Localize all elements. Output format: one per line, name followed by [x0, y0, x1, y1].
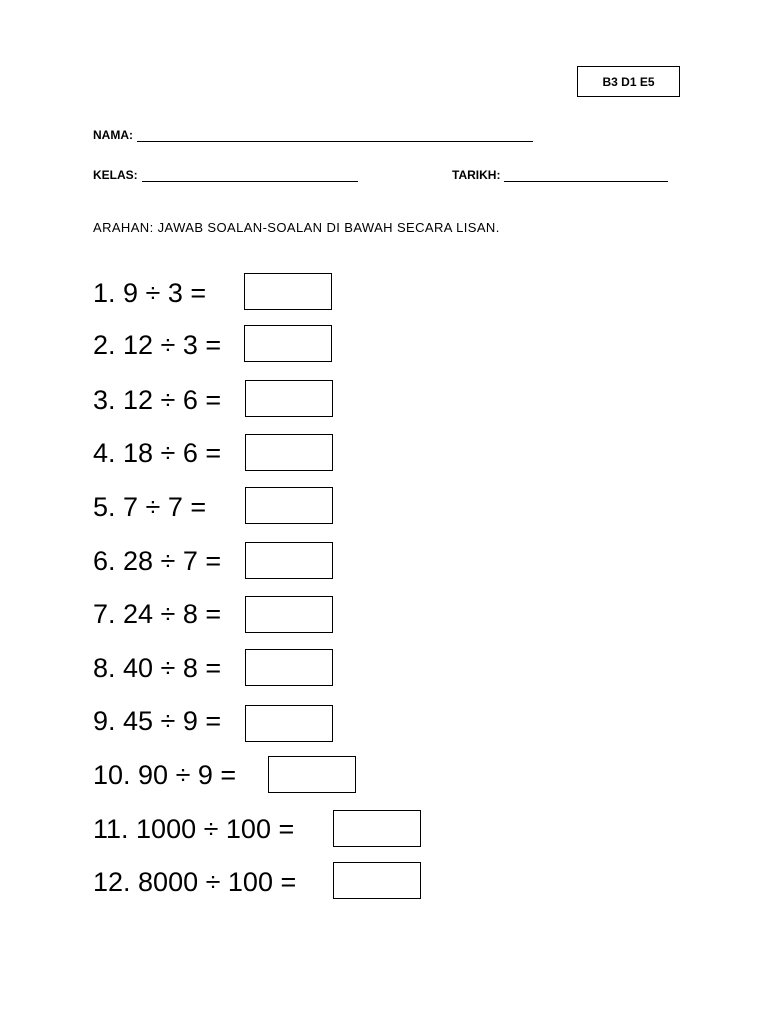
- question-6: 6. 28 ÷ 7 =: [93, 546, 222, 576]
- tarikh-input-line[interactable]: [504, 169, 668, 182]
- kelas-label: KELAS:: [93, 168, 138, 182]
- question-2: 2. 12 ÷ 3 =: [93, 330, 222, 360]
- answer-box-8[interactable]: [245, 649, 333, 686]
- answer-box-7[interactable]: [245, 596, 333, 633]
- question-5: 5. 7 ÷ 7 =: [93, 492, 207, 522]
- question-11: 11. 1000 ÷ 100 =: [93, 814, 295, 844]
- tarikh-label: TARIKH:: [452, 168, 501, 182]
- answer-box-11[interactable]: [333, 810, 421, 847]
- question-10: 10. 90 ÷ 9 =: [93, 760, 237, 790]
- question-1: 1. 9 ÷ 3 =: [93, 278, 207, 308]
- question-9: 9. 45 ÷ 9 =: [93, 706, 222, 736]
- answer-box-5[interactable]: [245, 487, 333, 524]
- worksheet-code-box: [577, 66, 680, 97]
- answer-box-6[interactable]: [245, 542, 333, 579]
- question-3: 3. 12 ÷ 6 =: [93, 385, 222, 415]
- tarikh-field: [452, 168, 668, 182]
- answer-box-4[interactable]: [245, 434, 333, 471]
- nama-input-line[interactable]: [137, 129, 533, 142]
- kelas-input-line[interactable]: [142, 169, 358, 182]
- question-8: 8. 40 ÷ 8 =: [93, 653, 222, 683]
- answer-box-1[interactable]: [244, 273, 332, 310]
- answer-box-3[interactable]: [245, 380, 333, 417]
- nama-label: NAMA:: [93, 128, 133, 142]
- answer-box-10[interactable]: [268, 756, 356, 793]
- kelas-field: [93, 168, 358, 182]
- answer-box-2[interactable]: [244, 325, 332, 362]
- answer-box-9[interactable]: [245, 705, 333, 742]
- instructions-text: ARAHAN: JAWAB SOALAN-SOALAN DI BAWAH SECARA LISAN.: [93, 220, 500, 235]
- nama-field: [93, 128, 533, 142]
- question-4: 4. 18 ÷ 6 =: [93, 438, 222, 468]
- question-7: 7. 24 ÷ 8 =: [93, 599, 222, 629]
- question-12: 12. 8000 ÷ 100 =: [93, 867, 297, 897]
- worksheet-code: B3 D1 E5: [602, 74, 655, 89]
- answer-box-12[interactable]: [333, 862, 421, 899]
